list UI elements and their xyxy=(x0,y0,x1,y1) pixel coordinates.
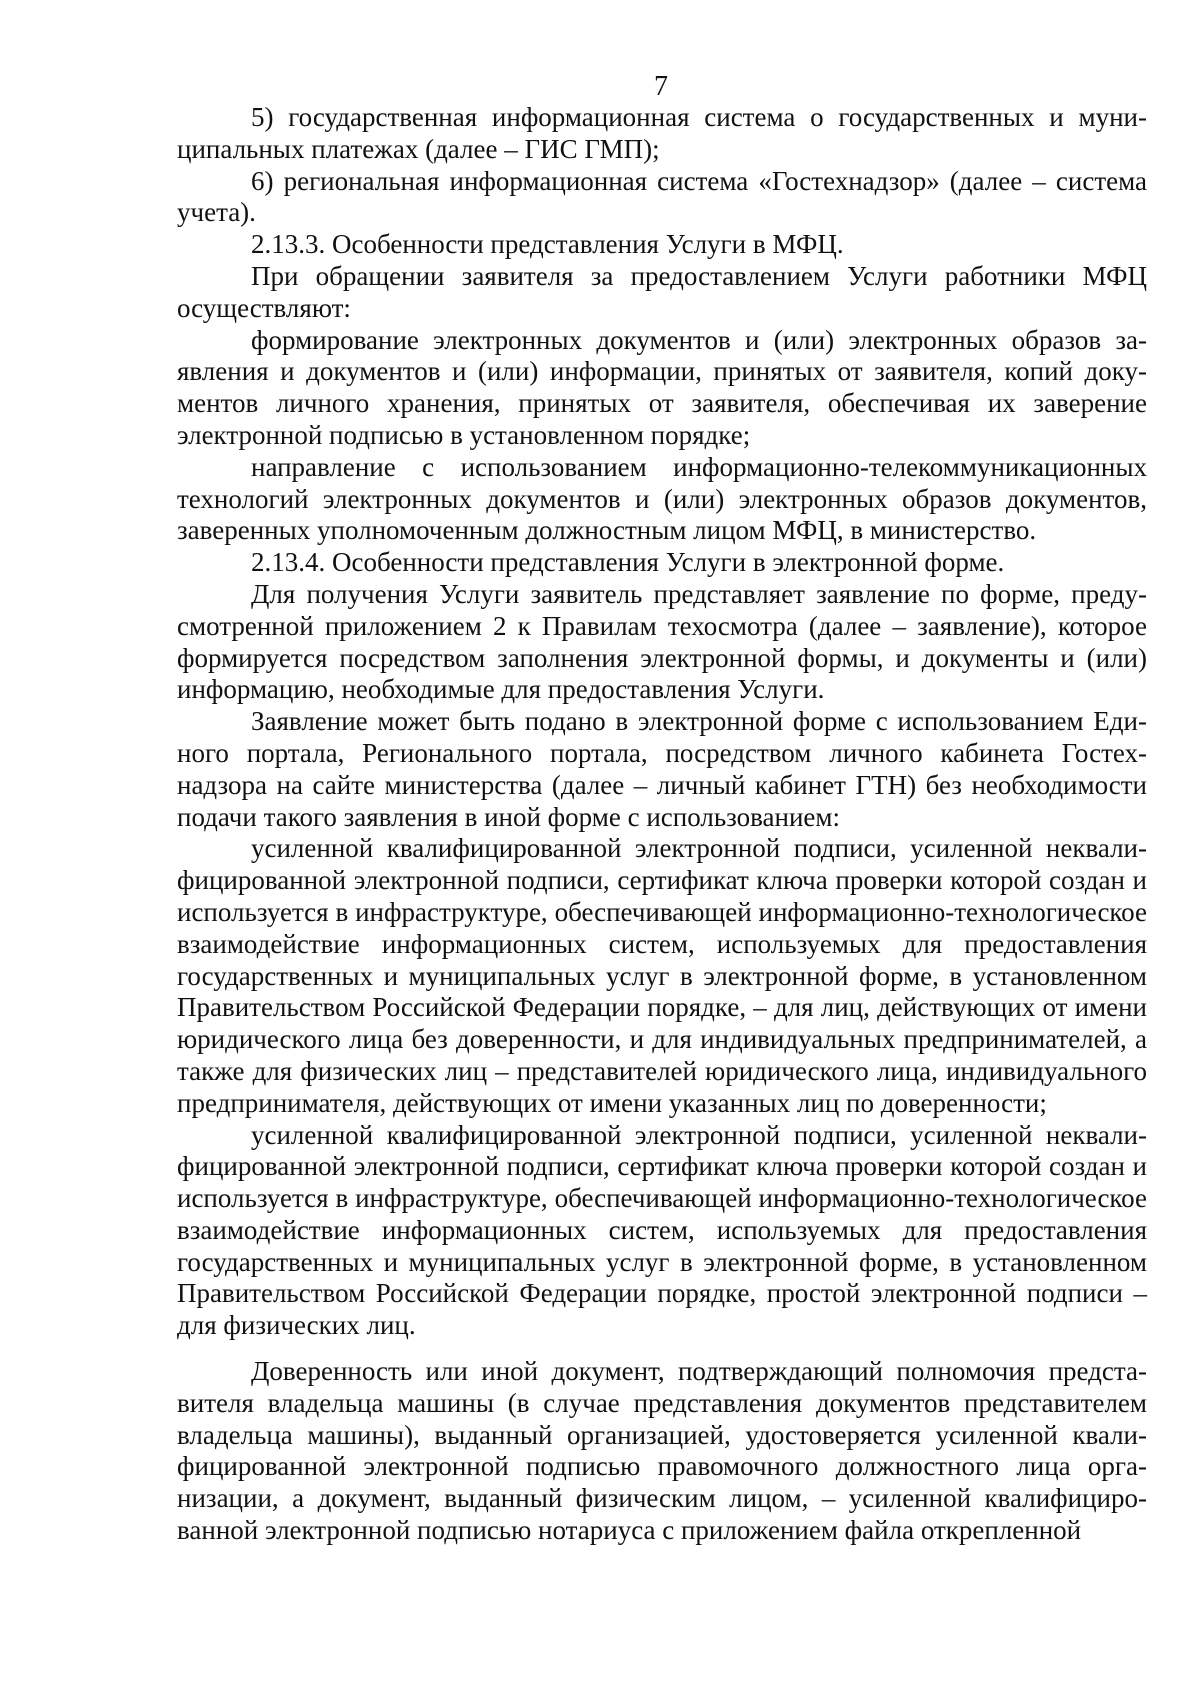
paragraph-list-item-6: 6) региональная информационная система «Гостехнадзор» (далее – система учета). xyxy=(177,165,1147,228)
section-heading-2-13-3: 2.13.3. Особенности представления Услуги в МФЦ. xyxy=(251,229,844,260)
paragraph-signature-individual: усиленной квалифицированной электронной подписи, усиленной неквалифицированной электронной подписи, сертификат ключа проверки которой создан и используется в инфраструктуре, обеспечивающей информационно-технологическое взаимодействие информационных систем, используемых для предоставления государственных и муниципальных услуг в электронной форме, в установленном Правительством Российской Федерации порядке, простой электронной подписи – для физических лиц. xyxy=(177,1119,1147,1341)
paragraph-mfc-forming: формирование электронных документов и (или) электронных образов заявления и документов и (или) информации, принятых от заявителя, копий документов личного хранения, принятых от заявителя, обеспечивая их заверение электронной подписью в установленном порядке; xyxy=(177,324,1147,450)
page-number: 7 xyxy=(654,71,668,102)
section-heading-2-13-4: 2.13.4. Особенности представления Услуги в электронной форме. xyxy=(251,547,1005,578)
paragraph-mfc-sending: направление с использованием информационно-телекоммуникационных технологий электронных документов и (или) электронных образов документов, заверенных уполномоченным должностным лицом МФЦ, в министерство. xyxy=(177,451,1147,546)
paragraph-power-of-attorney: Доверенность или иной документ, подтверждающий полномочия представителя владельца машины (в случае представления документов представителем владельца машины), выданный организацией, удостоверяется усиленной квалифицированной электронной подписью правомочного должностного лица организации, а документ, выданный физическим лицом, – усиленной квалифицированной электронной подписью нотариуса с приложением файла открепленной xyxy=(177,1356,1147,1546)
paragraph-signature-legal: усиленной квалифицированной электронной подписи, усиленной неквалифицированной электронной подписи, сертификат ключа проверки которой создан и используется в инфраструктуре, обеспечивающей информационно-технологическое взаимодействие информационных систем, используемых для предоставления государственных и муниципальных услуг в электронной форме, в установленном Правительством Российской Федерации порядке, – для лиц, действующих от имени юридического лица без доверенности, и для индивидуальных предпринимателей, а также для физических лиц – представителей юридического лица, индивидуального предпринимателя, действующих от имени указанных лиц по доверенности; xyxy=(177,833,1147,1118)
paragraph-application-submission: Заявление может быть подано в электронной форме с использованием Единого портала, Регионального портала, посредством личного кабинета Гостехнадзора на сайте министерства (далее – личный кабинет ГТН) без необходимости подачи такого заявления в иной форме с использованием: xyxy=(177,706,1147,832)
paragraph-list-item-5: 5) государственная информационная система о государственных и муниципальных платежах (далее – ГИС ГМП); xyxy=(177,102,1147,164)
paragraph-application-form: Для получения Услуги заявитель представляет заявление по форме, предусмотренной приложением 2 к Правилам техосмотра (далее – заявление), которое формируется посредством заполнения электронной формы, и документы и (или) информацию, необходимые для предоставления Услуги. xyxy=(177,578,1147,705)
paragraph-mfc-intro: При обращении заявителя за предоставлением Услуги работники МФЦ осуществляют: xyxy=(177,260,1147,323)
document-body xyxy=(177,102,1147,1547)
